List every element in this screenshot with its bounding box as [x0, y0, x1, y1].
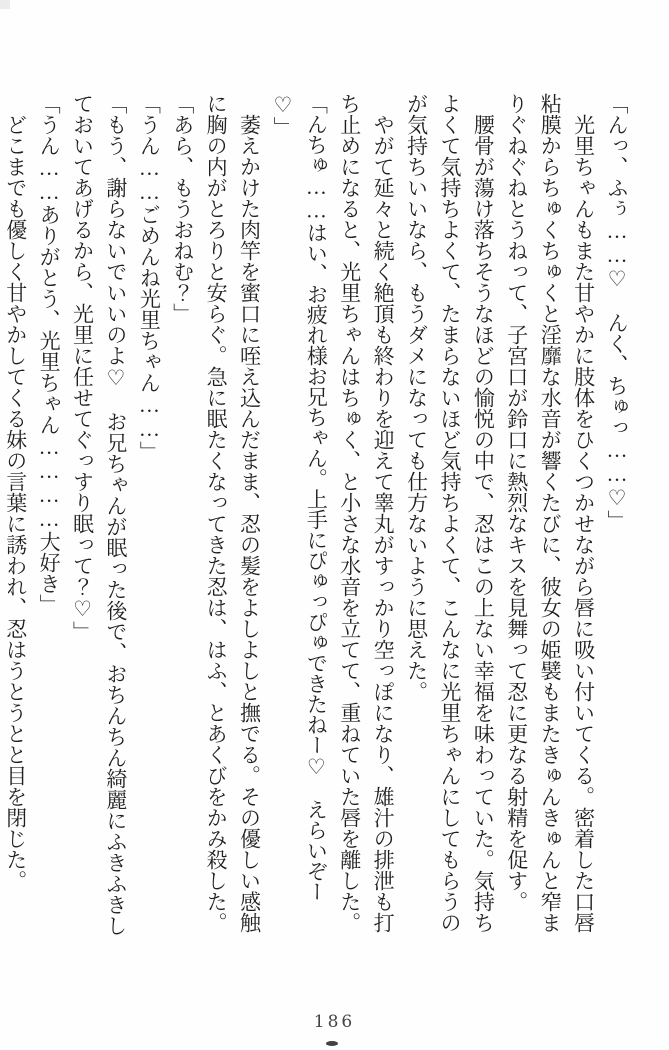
scan-artifact-dot	[326, 1041, 338, 1046]
paragraph-9: 「もう、謝らないでいいのよ♡ お兄ちゃんが眠った後で、おちんちん綺麗にふきふきしておいてあげるから、光里に任せてぐっすり眠って？♡」	[70, 93, 128, 936]
paragraph-5: 「んちゅ……はい、お疲れ様お兄ちゃん。上手にぴゅっぴゅできたねー♡ えらいぞー♡」	[270, 93, 329, 902]
scan-artifact-corner	[0, 0, 10, 9]
paragraph-1: 「んっ、ふぅ……♡ んく、ちゅっ……♡」	[605, 93, 629, 531]
paragraph-2: 光里ちゃんもまた甘やかに肢体をひくつかせながら唇に吸い付いてくる。密着した口唇粘膜からちゅくちゅくと淫靡な水音が響くたびに、彼女の姫襞もまたきゅんきゅんと窄まりぐねぐねとうねって、子宮口が鈴口に熱烈なキスを見舞って忍に更なる射精を促す。	[504, 93, 596, 933]
paragraph-11: どこまでも優しく甘やかしてくる妹の言葉に誘われ、忍はうとうとと目を閉じた。	[3, 114, 28, 891]
paragraph-8: 「うん……ごめんね光里ちゃん……」	[137, 93, 162, 462]
paragraph-4: やがて延々と続く絶頂も終わりを迎えて睾丸がすっかり空っぽになり、雄汁の排泄も打ち止めになると、光里ちゃんはちゅく、と小さな水音を立てて、重ねていた唇を離した。	[337, 93, 396, 933]
paragraph-10: 「うん……ありがとう、光里ちゃん…………大好き」	[37, 93, 62, 615]
paragraph-6: 萎えかけた肉竿を蜜口に咥え込んだまま、忍の髪をよしよしと撫でる。その優しい感触に胸の内がとろりと安らぐ。急に眠たくなってきた忍は、はふ、とあくびをかみ殺した。	[204, 93, 262, 933]
paragraph-7: 「あら、もうおねむ？」	[170, 93, 195, 324]
body-text	[0, 93, 633, 938]
page-number: 186	[313, 1012, 356, 1032]
paragraph-3: 腰骨が蕩け落ちそうなほどの愉悦の中で、忍はこの上ない幸福を味わっていた。気持ちよくて気持ちよくて、たまらないほど気持ちよくて、こんなに光里ちゃんにしてもらうのが気持ちいいなら、もうダメになっても仕方ないように思えた。	[404, 93, 496, 933]
